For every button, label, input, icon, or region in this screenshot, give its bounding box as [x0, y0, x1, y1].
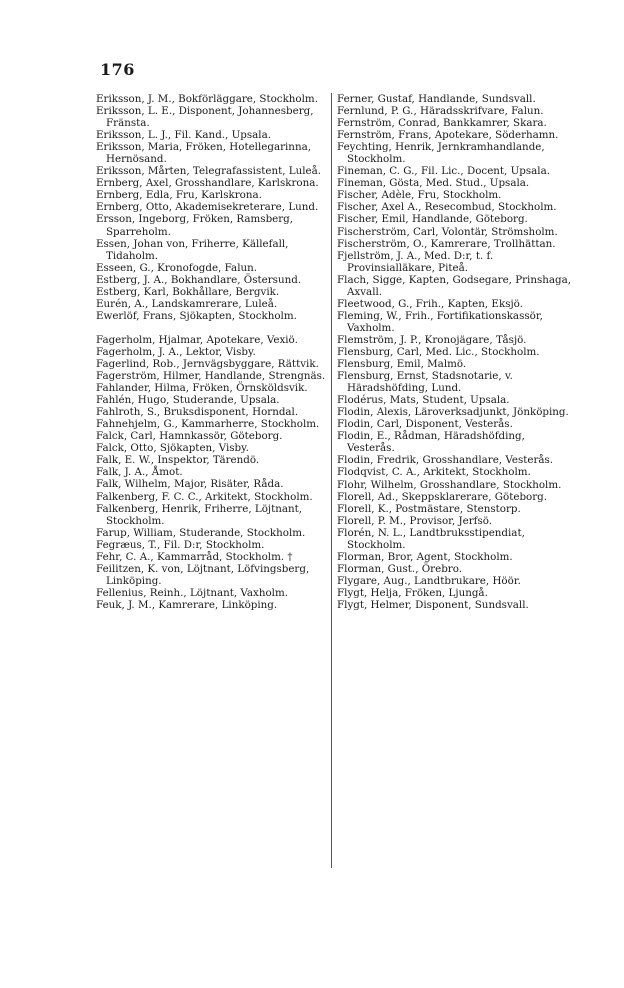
list-item: Fahlander, Hilma, Fröken, Örnsköldsvik. — [96, 382, 308, 395]
list-item: Ferner, Gustaf, Handlande, Sundsvall. — [337, 93, 536, 105]
list-item: Falk, Wilhelm, Major, Risäter, Råda. — [96, 478, 284, 491]
list-item: Flensburg, Emil, Malmö. — [337, 358, 467, 371]
list-item: Fahlroth, S., Bruksdisponent, Horndal. — [96, 406, 299, 419]
column-divider — [331, 93, 332, 868]
list-item: Fagerholm, J. A., Lektor, Visby. — [96, 345, 256, 358]
list-item: Falkenberg, F. C. C., Arkitekt, Stockholm. — [96, 490, 313, 503]
list-item: Fegræus, T., Fil. D:r, Stockholm. — [96, 538, 265, 551]
list-item: Fischerström, O., Kamrerare, Trollhättan. — [337, 237, 556, 250]
list-item: Estberg, Karl, Bokhållare, Bergvik. — [96, 285, 280, 298]
list-item: Florén, N. L., Landtbruksstipendiat, Stockholm. — [337, 526, 525, 551]
list-item: Ernberg, Otto, Akademisekreterare, Lund. — [96, 201, 319, 214]
page-number: 176 — [100, 60, 135, 79]
right-column — [337, 93, 573, 611]
list-item: Flygt, Helmer, Disponent, Sundsvall. — [337, 598, 529, 611]
list-item: Fleetwood, G., Frih., Kapten, Eksjö. — [337, 297, 523, 310]
list-item: Flohr, Wilhelm, Grosshandlare, Stockholm. — [337, 478, 562, 491]
left-column — [96, 93, 331, 611]
list-item: Flodin, Fredrik, Grosshandlare, Vesterås. — [337, 454, 554, 467]
section-start-entry: Fagerholm, Hjalmar, Apotekare, Vexiö. — [96, 333, 298, 346]
list-item: Florell, Ad., Skeppsklarerare, Göteborg. — [337, 490, 548, 503]
list-item: Falk, J. A., Åmot. — [96, 466, 183, 479]
list-item: Flodin, E., Rådman, Häradshöfding, Vesterås. — [337, 430, 525, 455]
list-item: Eriksson, L. E., Disponent, Johannesberg, Fränsta. — [96, 105, 314, 130]
list-item: Florman, Gust., Örebro. — [337, 562, 463, 575]
list-item: Fagerlind, Rob., Jernvägsbyggare, Rättvik. — [96, 357, 319, 370]
list-item: Fineman, C. G., Fil. Lic., Docent, Upsala. — [337, 165, 551, 178]
list-item: Florell, P. M., Provisor, Jerfsö. — [337, 514, 493, 527]
list-item: Eurén, A., Landskamrerare, Luleå. — [96, 297, 278, 310]
list-item: Fineman, Gösta, Med. Stud., Upsala. — [337, 177, 530, 190]
list-item: Ewerlöf, Frans, Sjökapten, Stockholm. — [96, 309, 297, 322]
list-item: Fahnehjelm, G., Kammarherre, Stockholm. — [96, 418, 320, 431]
list-item: Fischerström, Carl, Volontär, Strömsholm. — [337, 225, 558, 238]
list-item: Eriksson, J. M., Bokförläggare, Stockholm. — [96, 93, 318, 105]
list-item: Flensburg, Ernst, Stadsnotarie, v. Häradshöfding, Lund. — [337, 370, 513, 395]
list-item: Feilitzen, K. von, Löjtnant, Löfvingsberg, Linköping. — [96, 562, 310, 587]
list-item: Fernström, Conrad, Bankkamrer, Skara. — [337, 117, 547, 130]
list-item: Fahlén, Hugo, Studerande, Upsala. — [96, 394, 280, 407]
list-item: Flodin, Carl, Disponent, Vesterås. — [337, 418, 513, 431]
list-item: Fellenius, Reinh., Löjtnant, Vaxholm. — [96, 586, 289, 599]
list-item: Florman, Bror, Agent, Stockholm. — [337, 550, 513, 563]
list-item: Fischer, Adèle, Fru, Stockholm. — [337, 189, 502, 202]
list-item: Flemström, J. P., Kronojägare, Tåsjö. — [337, 333, 527, 346]
list-item: Florell, K., Postmästare, Stenstorp. — [337, 502, 521, 515]
list-item: Esseen, G., Kronofogde, Falun. — [96, 261, 258, 274]
list-item: Fischer, Axel A., Resecombud, Stockholm. — [337, 201, 557, 214]
list-item: Eriksson, Maria, Fröken, Hotellegarinna, Hernösand. — [96, 141, 311, 166]
list-item: Ernberg, Axel, Grosshandlare, Karlskrona. — [96, 177, 319, 190]
list-item: Farup, William, Studerande, Stockholm. — [96, 526, 306, 539]
list-item: Fagerström, Hilmer, Handlande, Strengnäs. — [96, 370, 326, 383]
list-item: Falkenberg, Henrik, Friherre, Löjtnant, Stockholm. — [96, 502, 303, 527]
list-item: Flodin, Alexis, Läroverksadjunkt, Jönköping. — [337, 406, 569, 419]
list-item: Eriksson, L. J., Fil. Kand., Upsala. — [96, 129, 271, 142]
list-item: Flygt, Helja, Fröken, Ljungå. — [337, 586, 488, 599]
list-item: Fleming, W., Frih., Fortifikationskassör, Vaxholm. — [337, 309, 543, 334]
list-item: Falck, Carl, Hamnkassör, Göteborg. — [96, 430, 283, 443]
list-item: Fischer, Emil, Handlande, Göteborg. — [337, 213, 528, 226]
list-item: Fehr, C. A., Kammarråd, Stockholm. † — [96, 550, 293, 563]
list-item: Falck, Otto, Sjökapten, Visby. — [96, 442, 249, 455]
list-item: Flygare, Aug., Landtbrukare, Höör. — [337, 574, 521, 587]
list-item: Ernberg, Edla, Fru, Karlskrona. — [96, 189, 262, 202]
list-item: Estberg, J. A., Bokhandlare, Östersund. — [96, 273, 302, 286]
list-item: Fjellström, J. A., Med. D:r, t. f. Provinsialläkare, Piteå. — [337, 249, 494, 274]
list-item: Essen, Johan von, Friherre, Källefall, Tidaholm. — [96, 237, 289, 262]
list-item: Fernlund, P. G., Häradsskrifvare, Falun. — [337, 105, 544, 118]
list-item: Flodqvist, C. A., Arkitekt, Stockholm. — [337, 466, 531, 479]
list-item: Falk, E. W., Inspektor, Tärendö. — [96, 454, 260, 467]
list-item: Feychting, Henrik, Jernkramhandlande, Stockholm. — [337, 141, 545, 166]
list-item: Flodérus, Mats, Student, Upsala. — [337, 394, 510, 407]
list-item: Flach, Sigge, Kapten, Godsegare, Prinshaga, Axvall. — [337, 273, 572, 298]
list-item: Flensburg, Carl, Med. Lic., Stockholm. — [337, 345, 540, 358]
list-item: Fernström, Frans, Apotekare, Söderhamn. — [337, 129, 559, 142]
list-item: Eriksson, Mårten, Telegrafassistent, Luleå. — [96, 165, 322, 178]
list-item: Ersson, Ingeborg, Fröken, Ramsberg, Sparreholm. — [96, 213, 294, 238]
list-item: Feuk, J. M., Kamrerare, Linköping. — [96, 598, 278, 611]
